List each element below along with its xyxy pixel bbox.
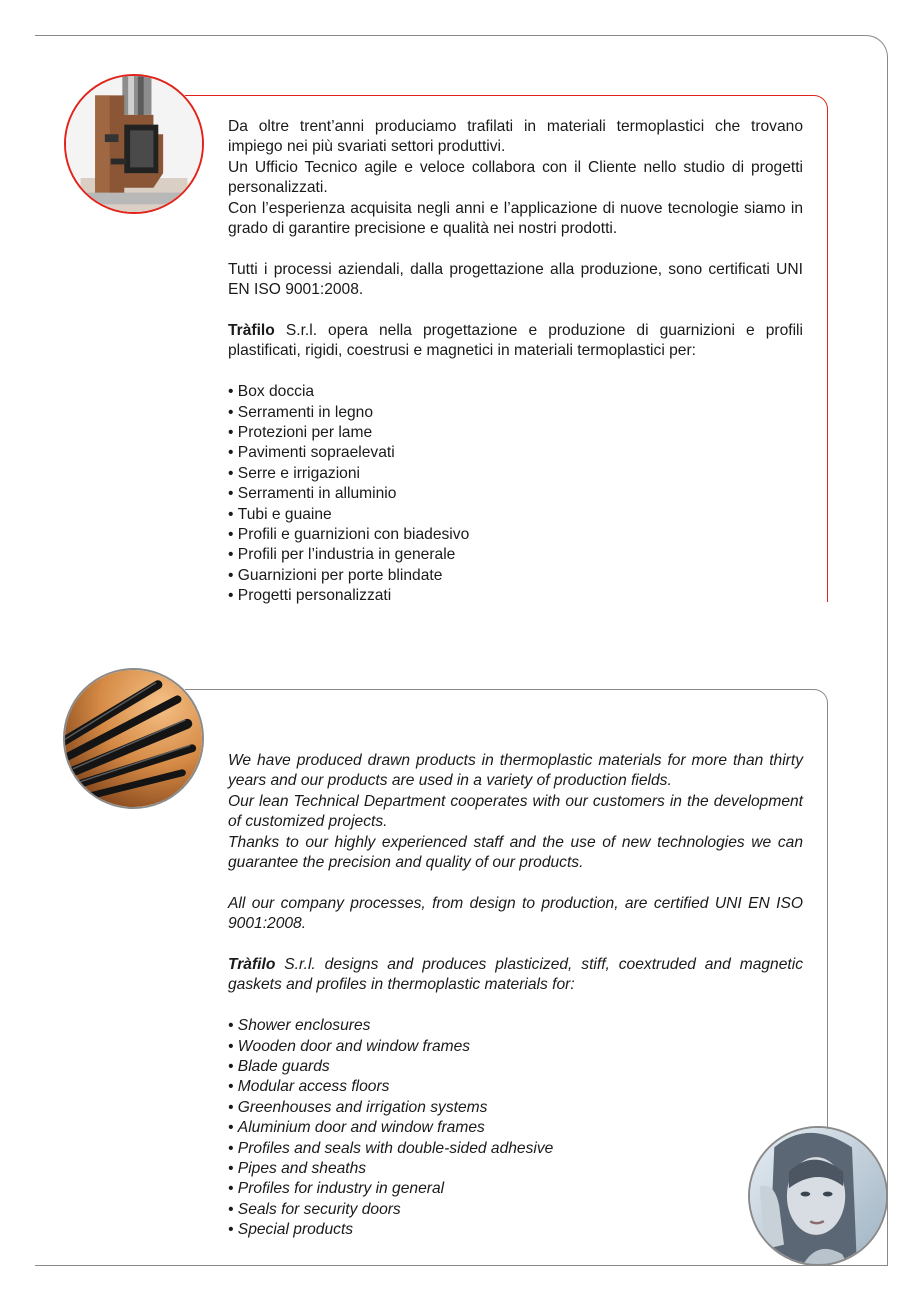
list-item: • Profiles and seals with double-sided adhesive bbox=[228, 1139, 803, 1159]
english-intro-1: We have produced drawn products in thermoplastic materials for more than thirty years and our products are used in a variety of production fields. bbox=[228, 752, 803, 790]
italian-company-text: S.r.l. opera nella progettazione e produzione di guarnizioni e profili plastificati, rigidi, coestrusi e magnetici in materiali termoplastici per: bbox=[228, 322, 803, 360]
italian-sector-list bbox=[228, 382, 803, 606]
list-item: • Seals for security doors bbox=[228, 1200, 803, 1220]
list-item: • Wooden door and window frames bbox=[228, 1037, 803, 1057]
english-company-text: S.r.l. designs and produces plasticized, stiff, coextruded and magnetic gaskets and profiles in thermoplastic materials for: bbox=[228, 956, 803, 994]
italian-intro-2: Un Ufficio Tecnico agile e veloce collabora con il Cliente nello studio di progetti personalizzati. bbox=[228, 158, 803, 197]
gasket-profiles-photo bbox=[63, 668, 204, 809]
list-item: • Shower enclosures bbox=[228, 1016, 803, 1036]
italian-description bbox=[228, 117, 803, 607]
list-item: • Modular access floors bbox=[228, 1077, 803, 1097]
list-item: • Profili per l’industria in generale bbox=[228, 545, 803, 565]
italian-intro-1: Da oltre trent’anni produciamo trafilati in materiali termoplastici che trovano impiego nei più svariati settori produttivi. bbox=[228, 118, 803, 156]
list-item: • Tubi e guaine bbox=[228, 505, 803, 525]
english-intro-2: Our lean Technical Department cooperates with our customers in the development of customized projects. bbox=[228, 792, 803, 831]
list-item: • Box doccia bbox=[228, 382, 803, 402]
list-item: • Pipes and sheaths bbox=[228, 1159, 803, 1179]
window-profile-photo bbox=[64, 74, 204, 214]
list-item: • Pavimenti sopraelevati bbox=[228, 443, 803, 463]
english-certification: All our company processes, from design to production, are certified UNI EN ISO 9001:2008. bbox=[228, 894, 803, 933]
italian-intro-3: Con l’esperienza acquisita negli anni e l’applicazione di nuove tecnologie siamo in grado di garantire precisione e qualità nei nostri prodotti. bbox=[228, 199, 803, 238]
italian-brand-name: Tràfilo bbox=[228, 322, 275, 340]
list-item: • Profili e guarnizioni con biadesivo bbox=[228, 525, 803, 545]
list-item: • Greenhouses and irrigation systems bbox=[228, 1098, 803, 1118]
list-item: • Aluminium door and window frames bbox=[228, 1118, 803, 1138]
list-item: • Serramenti in legno bbox=[228, 403, 803, 423]
english-sector-list bbox=[228, 1016, 803, 1240]
list-item: • Progetti personalizzati bbox=[228, 586, 803, 606]
english-company-statement bbox=[228, 955, 803, 996]
english-description bbox=[228, 751, 803, 1241]
list-item: • Profiles for industry in general bbox=[228, 1179, 803, 1199]
list-item: • Guarnizioni per porte blindate bbox=[228, 566, 803, 586]
list-item: • Blade guards bbox=[228, 1057, 803, 1077]
list-item: • Serramenti in alluminio bbox=[228, 484, 803, 504]
italian-certification: Tutti i processi aziendali, dalla progettazione alla produzione, sono certificati UNI EN ISO 9001:2008. bbox=[228, 260, 803, 299]
english-intro-3: Thanks to our highly experienced staff and the use of new technologies we can guarantee the precision and quality of our products. bbox=[228, 833, 803, 872]
list-item: • Special products bbox=[228, 1220, 803, 1240]
list-item: • Serre e irrigazioni bbox=[228, 464, 803, 484]
list-item: • Protezioni per lame bbox=[228, 423, 803, 443]
english-brand-name: Tràfilo bbox=[228, 956, 276, 974]
italian-company-statement bbox=[228, 321, 803, 362]
